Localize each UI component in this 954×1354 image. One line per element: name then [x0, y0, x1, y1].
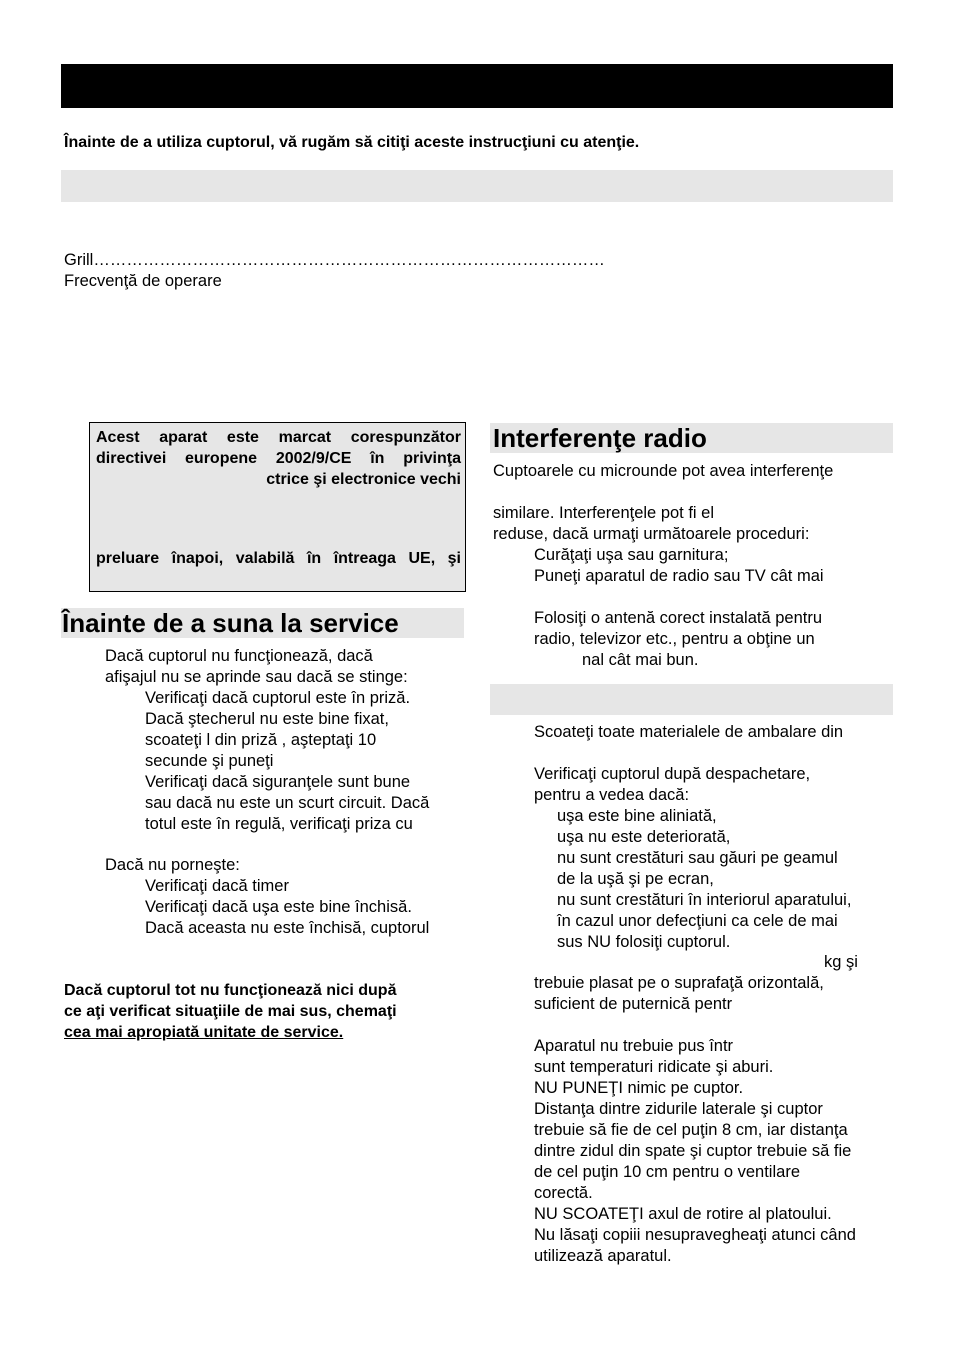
service-closing-line: cea mai apropiată unitate de service. — [64, 1024, 344, 1041]
service-line: Dacă cuptorul nu funcţionează, dacă — [105, 647, 373, 665]
install-line: trebuie plasat pe o suprafaţă orizontală, — [534, 974, 824, 992]
install-line: Verificaţi cuptorul după despachetare, — [534, 765, 811, 783]
service-line: Dacă aceasta nu este închisă, cuptorul — [145, 919, 430, 937]
radio-line: nal cât mai bun. — [582, 651, 699, 669]
service-line: Verificaţi dacă uşa este bine închisă. — [145, 898, 412, 916]
notice-line: Acest aparat este marcat corespunzător — [96, 429, 461, 446]
service-heading: Înainte de a suna la service — [62, 608, 399, 638]
notice-line: directivei europene 2002/9/CE în privinţa — [96, 450, 461, 467]
radio-line: Folosiţi o antenă corect instalată pentru — [534, 609, 823, 627]
radio-line: Cuptoarele cu microunde pot avea interferenţe — [493, 462, 834, 480]
radio-line: radio, televizor etc., pentru a obţine un — [534, 630, 815, 648]
radio-line: Curăţaţi uşa sau garnitura; — [534, 546, 729, 564]
service-line: Dacă nu porneşte: — [105, 856, 240, 874]
spec-grill: Grill………………………………………………………………………………… — [64, 251, 605, 269]
install-line: kg şi — [824, 953, 858, 971]
install-line: NU SCOATEŢI axul de rotire al platoului. — [534, 1205, 832, 1223]
radio-line: Puneţi aparatul de radio sau TV cât mai — [534, 567, 824, 585]
install-line: în cazul unor defecţiuni ca cele de mai — [557, 912, 838, 930]
install-line: Distanţa dintre zidurile laterale şi cuptor — [534, 1100, 823, 1118]
install-line: Aparatul nu trebuie pus într — [534, 1037, 734, 1055]
spec-frequency: Frecvenţă de operare — [64, 272, 222, 290]
install-line: sunt temperaturi ridicate şi aburi. — [534, 1058, 774, 1076]
section-band-specifications — [61, 170, 893, 202]
install-line: utilizează aparatul. — [534, 1247, 672, 1265]
intro-text: Înainte de a utiliza cuptorul, vă rugăm să citiţi aceste instrucţiuni cu atenţie. — [64, 134, 640, 151]
radio-heading: Interferenţe radio — [493, 423, 707, 453]
radio-line: similare. Interferenţele pot fi el — [493, 504, 715, 522]
install-line: nu sunt crestături sau găuri pe geamul — [557, 849, 838, 867]
install-line: NU PUNEŢI nimic pe cuptor. — [534, 1079, 744, 1097]
service-closing-line: Dacă cuptorul tot nu funcţionează nici după — [64, 982, 397, 999]
install-line: suficient de puternică pentr — [534, 995, 733, 1013]
service-line: Dacă ştecherul nu este bine fixat, — [145, 710, 389, 728]
service-line: Verificaţi dacă siguranţele sunt bune — [145, 773, 411, 791]
notice-line: ctrice şi electronice vechi — [266, 471, 461, 488]
service-line: Verificaţi dacă timer — [145, 877, 289, 895]
service-closing-line: ce aţi verificat situaţiile de mai sus, chemaţi — [64, 1003, 397, 1020]
install-line: nu sunt crestături în interiorul aparatului, — [557, 891, 852, 909]
service-line: sau dacă nu este un scurt circuit. Dacă — [145, 794, 430, 812]
install-line: de la uşă şi pe ecran, — [557, 870, 714, 888]
install-line: uşa este bine aliniată, — [557, 807, 717, 825]
service-line: totul este în regulă, verificaţi priza cu — [145, 815, 413, 833]
install-line: de cel puţin 10 cm pentru o ventilare — [534, 1163, 800, 1181]
install-line: uşa nu este deteriorată, — [557, 828, 731, 846]
section-band-installation — [490, 684, 893, 715]
service-line: scoateţi l din priză , aşteptaţi 10 — [145, 731, 377, 749]
radio-line: reduse, dacă urmaţi următoarele proceduri: — [493, 525, 810, 543]
service-line: Verificaţi dacă cuptorul este în priză. — [145, 689, 411, 707]
install-line: Scoateţi toate materialele de ambalare din — [534, 723, 844, 741]
header-bar — [61, 64, 893, 108]
service-line: afişajul nu se aprinde sau dacă se stinge: — [105, 668, 408, 686]
install-line: trebuie să fie de cel puţin 8 cm, iar distanţa — [534, 1121, 848, 1139]
install-line: corectă. — [534, 1184, 593, 1202]
service-line: secunde şi puneţi — [145, 752, 274, 770]
install-line: sus NU folosiţi cuptorul. — [557, 933, 731, 951]
notice-line: preluare înapoi, valabilă în întreaga UE, şi — [96, 550, 461, 567]
install-line: pentru a vedea dacă: — [534, 786, 690, 804]
install-line: dintre zidul din spate şi cuptor trebuie să fie — [534, 1142, 852, 1160]
install-line: Nu lăsaţi copiii nesupravegheaţi atunci când — [534, 1226, 856, 1244]
